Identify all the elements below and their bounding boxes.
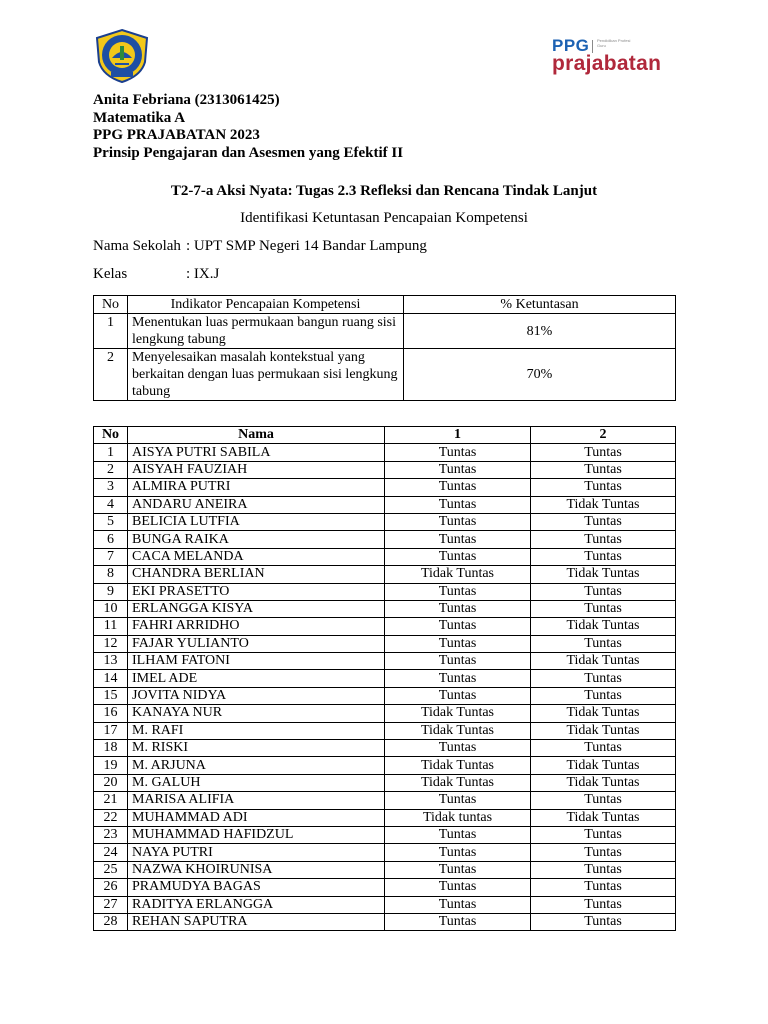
student-name: M. RAFI — [128, 722, 385, 739]
indicator-text: Menyelesaikan masalah kontekstual yang berkaitan dengan luas permukaan sisi lengkung tabung — [128, 349, 404, 401]
table-row — [94, 705, 676, 722]
table-row — [94, 496, 676, 513]
table-row — [94, 635, 676, 652]
table-row — [94, 879, 676, 896]
student-no: 1 — [94, 444, 128, 461]
class-value: : IX.J — [186, 266, 220, 282]
student-name: IMEL ADE — [128, 670, 385, 687]
table-row — [94, 548, 676, 565]
table-row — [94, 913, 676, 930]
indicator-1-status: Tuntas — [385, 670, 531, 687]
student-name: MUHAMMAD HAFIDZUL — [128, 826, 385, 843]
indicator-2-status: Tidak Tuntas — [531, 774, 676, 791]
student-no: 4 — [94, 496, 128, 513]
table-row — [94, 844, 676, 861]
student-no: 23 — [94, 826, 128, 843]
indicator-percent: 81% — [404, 314, 676, 349]
student-name: EKI PRASETTO — [128, 583, 385, 600]
indicator-1-status: Tidak Tuntas — [385, 757, 531, 774]
student-no: 24 — [94, 844, 128, 861]
indicator-2-status: Tidak Tuntas — [531, 757, 676, 774]
indicator-1-status: Tuntas — [385, 479, 531, 496]
student-no: 18 — [94, 740, 128, 757]
indicator-1-status: Tidak Tuntas — [385, 566, 531, 583]
table-row — [94, 687, 676, 704]
student-no: 28 — [94, 913, 128, 930]
prajabatan-logo-text: prajabatan — [552, 52, 662, 75]
indicator-table — [93, 295, 676, 401]
indicator-1-status: Tuntas — [385, 861, 531, 878]
indicator-2-status: Tuntas — [531, 844, 676, 861]
student-name: REHAN SAPUTRA — [128, 913, 385, 930]
student-no: 8 — [94, 566, 128, 583]
indicator-1-status: Tuntas — [385, 740, 531, 757]
student-no: 26 — [94, 879, 128, 896]
student-no: 14 — [94, 670, 128, 687]
table-row — [94, 792, 676, 809]
indicator-2-status: Tuntas — [531, 531, 676, 548]
indicator-1-status: Tuntas — [385, 600, 531, 617]
student-name: RADITYA ERLANGGA — [128, 896, 385, 913]
indicator-row — [94, 349, 676, 401]
table-row — [94, 774, 676, 791]
student-no: 17 — [94, 722, 128, 739]
indicator-2-status: Tuntas — [531, 548, 676, 565]
table-row — [94, 826, 676, 843]
table-row — [94, 722, 676, 739]
indicator-2-status: Tuntas — [531, 792, 676, 809]
indicator-2-status: Tuntas — [531, 740, 676, 757]
ppg-prajabatan-logo — [552, 36, 664, 80]
indicator-2-status: Tuntas — [531, 687, 676, 704]
student-no: 11 — [94, 618, 128, 635]
indicator-1-status: Tuntas — [385, 444, 531, 461]
table-row — [94, 896, 676, 913]
table-row — [94, 809, 676, 826]
indicator-1-status: Tuntas — [385, 548, 531, 565]
student-no: 27 — [94, 896, 128, 913]
indicator-2-status: Tuntas — [531, 879, 676, 896]
indicator-no: 2 — [94, 349, 128, 401]
table-row — [94, 566, 676, 583]
student-no: 20 — [94, 774, 128, 791]
class-info — [93, 266, 219, 283]
table-row — [94, 670, 676, 687]
indicator-row — [94, 314, 676, 349]
author-class: Matematika A — [93, 109, 186, 126]
student-name: ALMIRA PUTRI — [128, 479, 385, 496]
indicator-1-status: Tuntas — [385, 496, 531, 513]
indicator-1-status: Tuntas — [385, 792, 531, 809]
indicator-1-status: Tuntas — [385, 513, 531, 530]
indicator-2-status: Tuntas — [531, 600, 676, 617]
indicator-2-status: Tidak Tuntas — [531, 653, 676, 670]
student-no: 13 — [94, 653, 128, 670]
table-row — [94, 513, 676, 530]
indicator-1-status: Tuntas — [385, 844, 531, 861]
student-header-row — [94, 427, 676, 444]
indicator-1-status: Tuntas — [385, 583, 531, 600]
indicator-2-status: Tidak Tuntas — [531, 722, 676, 739]
indicator-2-status: Tidak Tuntas — [531, 618, 676, 635]
header-no: No — [94, 427, 128, 444]
table-row — [94, 583, 676, 600]
student-no: 9 — [94, 583, 128, 600]
indicator-2-status: Tuntas — [531, 444, 676, 461]
indicator-1-status: Tuntas — [385, 913, 531, 930]
indicator-1-status: Tidak Tuntas — [385, 774, 531, 791]
course-name: Prinsip Pengajaran dan Asesmen yang Efektif II — [93, 144, 404, 161]
student-name: MARISA ALIFIA — [128, 792, 385, 809]
student-no: 22 — [94, 809, 128, 826]
table-row — [94, 861, 676, 878]
indicator-1-status: Tuntas — [385, 618, 531, 635]
table-row — [94, 653, 676, 670]
student-table — [93, 426, 676, 931]
document-subtitle: Identifikasi Ketuntasan Pencapaian Kompetensi — [240, 210, 528, 226]
header-indicator: Indikator Pencapaian Kompetensi — [128, 296, 404, 314]
indicator-1-status: Tuntas — [385, 653, 531, 670]
header-no: No — [94, 296, 128, 314]
indicator-1-status: Tuntas — [385, 896, 531, 913]
indicator-2-status: Tuntas — [531, 861, 676, 878]
indicator-1-status: Tidak Tuntas — [385, 705, 531, 722]
header-percent: % Ketuntasan — [404, 296, 676, 314]
indicator-2-status: Tuntas — [531, 635, 676, 652]
indicator-2-status: Tuntas — [531, 513, 676, 530]
document-title: T2-7-a Aksi Nyata: Tugas 2.3 Refleksi dan Rencana Tindak Lanjut — [170, 183, 598, 199]
table-row — [94, 600, 676, 617]
student-no: 21 — [94, 792, 128, 809]
table-row — [94, 740, 676, 757]
student-name: MUHAMMAD ADI — [128, 809, 385, 826]
student-no: 15 — [94, 687, 128, 704]
indicator-1-status: Tidak tuntas — [385, 809, 531, 826]
student-name: AISYA PUTRI SABILA — [128, 444, 385, 461]
indicator-2-status: Tuntas — [531, 670, 676, 687]
class-label: Kelas — [93, 266, 128, 282]
school-info — [93, 238, 427, 255]
indicator-2-status: Tuntas — [531, 896, 676, 913]
student-name: M. ARJUNA — [128, 757, 385, 774]
program-name: PPG PRAJABATAN 2023 — [93, 127, 260, 143]
student-rows — [94, 444, 676, 931]
indicator-2-status: Tuntas — [531, 583, 676, 600]
student-no: 25 — [94, 861, 128, 878]
indicator-header-row — [94, 296, 676, 314]
student-name: JOVITA NIDYA — [128, 687, 385, 704]
student-name: CACA MELANDA — [128, 548, 385, 565]
student-name: FAHRI ARRIDHO — [128, 618, 385, 635]
indicator-text: Menentukan luas permukaan bangun ruang sisi lengkung tabung — [128, 314, 404, 349]
indicator-no: 1 — [94, 314, 128, 349]
indicator-percent: 70% — [404, 349, 676, 401]
indicator-1-status: Tidak Tuntas — [385, 722, 531, 739]
student-no: 7 — [94, 548, 128, 565]
indicator-1-status: Tuntas — [385, 826, 531, 843]
header-name: Nama — [128, 427, 385, 444]
indicator-1-status: Tuntas — [385, 461, 531, 478]
indicator-1-status: Tuntas — [385, 879, 531, 896]
indicator-2-status: Tuntas — [531, 461, 676, 478]
student-name: ILHAM FATONI — [128, 653, 385, 670]
student-name: BUNGA RAIKA — [128, 531, 385, 548]
student-name: ERLANGGA KISYA — [128, 600, 385, 617]
student-no: 10 — [94, 600, 128, 617]
student-name: FAJAR YULIANTO — [128, 635, 385, 652]
indicator-2-status: Tidak Tuntas — [531, 496, 676, 513]
author-name: Anita Febriana (2313061425) — [93, 92, 280, 108]
student-name: NAYA PUTRI — [128, 844, 385, 861]
table-row — [94, 757, 676, 774]
table-row — [94, 531, 676, 548]
student-no: 16 — [94, 705, 128, 722]
student-no: 3 — [94, 479, 128, 496]
indicator-1-status: Tuntas — [385, 687, 531, 704]
student-name: AISYAH FAUZIAH — [128, 461, 385, 478]
indicator-2-status: Tuntas — [531, 826, 676, 843]
student-name: BELICIA LUTFIA — [128, 513, 385, 530]
student-name: M. GALUH — [128, 774, 385, 791]
indicator-1-status: Tuntas — [385, 531, 531, 548]
table-row — [94, 444, 676, 461]
ppg-logo-text: PPG — [552, 36, 590, 55]
school-value: : UPT SMP Negeri 14 Bandar Lampung — [186, 238, 427, 254]
indicator-2-status: Tidak Tuntas — [531, 566, 676, 583]
indicator-2-status: Tidak Tuntas — [531, 809, 676, 826]
school-label: Nama Sekolah — [93, 238, 181, 254]
student-name: NAZWA KHOIRUNISA — [128, 861, 385, 878]
author-header — [93, 92, 403, 162]
header-indicator-1: 1 — [385, 427, 531, 444]
indicator-2-status: Tidak Tuntas — [531, 705, 676, 722]
indicator-1-status: Tuntas — [385, 635, 531, 652]
student-name: M. RISKI — [128, 740, 385, 757]
student-name: CHANDRA BERLIAN — [128, 566, 385, 583]
indicator-2-status: Tuntas — [531, 479, 676, 496]
student-no: 5 — [94, 513, 128, 530]
student-no: 12 — [94, 635, 128, 652]
table-row — [94, 618, 676, 635]
header-indicator-2: 2 — [531, 427, 676, 444]
student-no: 19 — [94, 757, 128, 774]
student-name: KANAYA NUR — [128, 705, 385, 722]
table-row — [94, 461, 676, 478]
table-row — [94, 479, 676, 496]
student-name: ANDARU ANEIRA — [128, 496, 385, 513]
indicator-2-status: Tuntas — [531, 913, 676, 930]
student-name: PRAMUDYA BAGAS — [128, 879, 385, 896]
ppg-tagline: Pendidikan Profesi Guru — [597, 38, 631, 48]
university-logo — [93, 28, 151, 84]
student-no: 2 — [94, 461, 128, 478]
student-no: 6 — [94, 531, 128, 548]
